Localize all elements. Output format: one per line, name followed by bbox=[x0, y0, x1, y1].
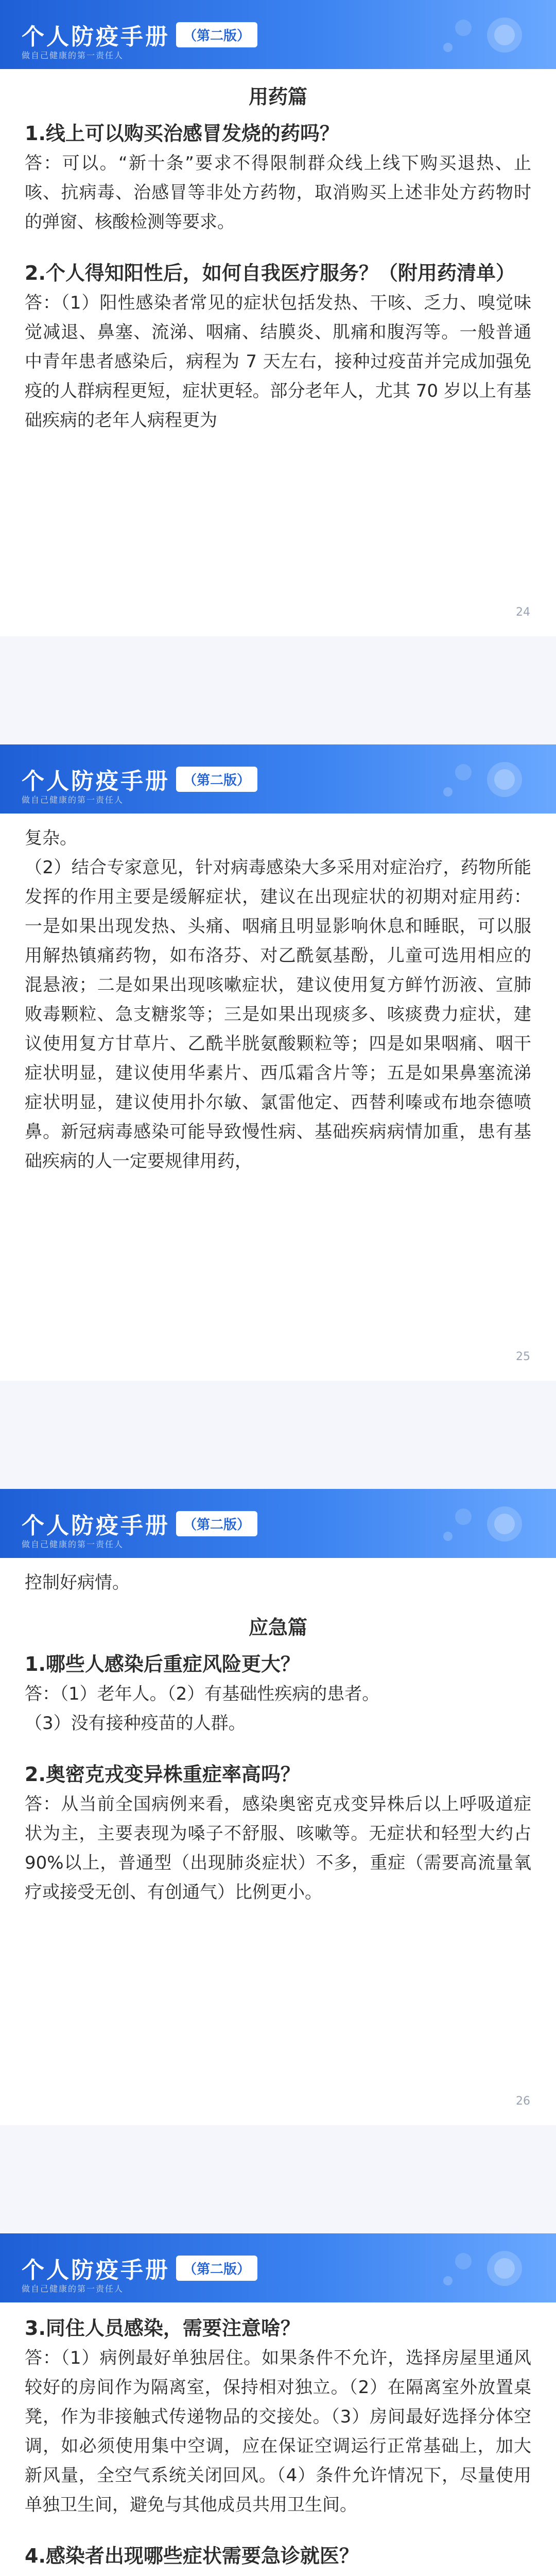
virus-decoration-icon bbox=[427, 754, 535, 804]
card-header bbox=[0, 0, 556, 69]
virus-decoration-icon bbox=[427, 2243, 535, 2293]
edition-badge: （第二版） bbox=[176, 767, 257, 792]
answer-1-line-2: （3）没有接种疫苗的人群。 bbox=[25, 1713, 246, 1734]
page-number: 26 bbox=[516, 2095, 530, 2108]
answer-2: 答：从当前全国病例来看，感染奥密克戎变异株后以上呼吸道症状为主，主要表现为嗓子不舒服、咳嗽等。无症状和轻型大约占 90%以上，普通型（出现肺炎症状）不多，重症（需要高流量氧疗或接受无创、有创通气）比例更小。 bbox=[25, 1794, 531, 1903]
answer-3: 答：（1）病例最好单独居住。如果条件不允许，选择房屋里通风较好的房间作为隔离室，保持相对独立。（2）在隔离室外放置桌凳，作为非接触式传递物品的交接处。（3）房间最好选择分体空调，如必须使用集中空调，应在保证空调运行正常基础上，加大新风量，全空气系统关闭回风。（4）条件允许情况下，尽量使用单独卫生间，避免与其他成员共用卫生间。 bbox=[25, 2348, 531, 2515]
handbook-title: 个人防疫手册 bbox=[22, 2257, 170, 2283]
card-body bbox=[0, 69, 556, 456]
handbook-title: 个人防疫手册 bbox=[22, 1513, 170, 1539]
handbook-subtitle: 做自己健康的第一责任人 bbox=[22, 795, 124, 805]
answer-2: 答：（1）阳性感染者常见的症状包括发热、干咳、乏力、嗅觉味觉减退、鼻塞、流涕、咽痛、结膜炎、肌痛和腹泻等。一般普通中青年患者感染后，病程为 7 天左右，接种过疫苗并完成加强免疫的人群病程更短，症状更轻。部分老年人，尤其 70 岁以上有基础疾病的老年人病程更为 bbox=[25, 293, 531, 431]
handbook-card-3 bbox=[0, 1489, 556, 2125]
question-2: 2.奥密克戎变异株重症率高吗？ bbox=[25, 1763, 300, 1786]
answer-1: 答：可以。“新十条”要求不得限制群众线上线下购买退热、止咳、抗病毒、治感冒等非处方药物，取消购买上述非处方药物时的弹窗、核酸检测等要求。 bbox=[25, 153, 531, 232]
page-number: 24 bbox=[516, 606, 530, 619]
handbook-title: 个人防疫手册 bbox=[22, 24, 170, 50]
section-title-emergency: 应急篇 bbox=[248, 1616, 307, 1639]
edition-badge: （第二版） bbox=[176, 2256, 257, 2281]
card-body bbox=[0, 814, 556, 1197]
paragraph-continued: 复杂。 bbox=[25, 828, 77, 849]
handbook-subtitle: 做自己健康的第一责任人 bbox=[22, 50, 124, 60]
page-number: 25 bbox=[516, 1350, 530, 1363]
section-title-medication: 用药篇 bbox=[248, 86, 307, 108]
handbook-card-4 bbox=[0, 2233, 556, 2576]
card-header bbox=[0, 2233, 556, 2302]
handbook-subtitle: 做自己健康的第一责任人 bbox=[22, 2284, 124, 2294]
question-3: 3.同住人员感染，需要注意啥？ bbox=[25, 2317, 300, 2340]
question-1: 1.线上可以购买治感冒发烧的药吗？ bbox=[25, 122, 339, 145]
question-2: 2.个人得知阳性后，如何自我医疗服务？（附用药清单） bbox=[25, 262, 515, 284]
answer-4 bbox=[25, 2571, 531, 2576]
handbook-subtitle: 做自己健康的第一责任人 bbox=[22, 1539, 124, 1549]
handbook-card-2 bbox=[0, 744, 556, 1381]
edition-badge: （第二版） bbox=[176, 22, 257, 47]
paragraph-continued: 控制好病情。 bbox=[25, 1572, 130, 1593]
handbook-card-1 bbox=[0, 0, 556, 636]
question-4: 4.感染者出现哪些症状需要急诊就医？ bbox=[25, 2545, 359, 2567]
card-header bbox=[0, 744, 556, 814]
card-header bbox=[0, 1489, 556, 1558]
card-body bbox=[0, 1558, 556, 1928]
edition-badge: （第二版） bbox=[176, 1511, 257, 1536]
handbook-title: 个人防疫手册 bbox=[22, 768, 170, 794]
virus-decoration-icon bbox=[427, 1498, 535, 1549]
question-1: 1.哪些人感染后重症风险更大？ bbox=[25, 1653, 300, 1675]
medication-advice: （2）结合专家意见，针对病毒感染大多采用对症治疗，药物所能发挥的作用主要是缓解症状，建议在出现症状的初期对症用药：一是如果出现发热、头痛、咽痛且明显影响休息和睡眠，可以服用解热镇痛药物，如布洛芬、对乙酰氨基酚，儿童可选用相应的混悬液；二是如果出现咳嗽症状，建议使用复方鲜竹沥液、宣肺败毒颗粒、急支糖浆等；三是如果出现痰多、咳痰费力症状，建议使用复方甘草片、乙酰半胱氨酸颗粒等；四是如果咽痛、咽干症状明显，建议使用华素片、西瓜霜含片等；五是如果鼻塞流涕症状明显，建议使用扑尔敏、氯雷他定、西替利嗪或布地奈德喷鼻。新冠病毒感染可能导致慢性病、基础疾病病情加重，患有基础疾病的人一定要规律用药， bbox=[25, 857, 531, 1172]
card-body bbox=[0, 2302, 556, 2576]
virus-decoration-icon bbox=[427, 9, 535, 60]
answer-1-line-1: 答：（1）老年人。（2）有基础性疾病的患者。 bbox=[25, 1684, 380, 1704]
